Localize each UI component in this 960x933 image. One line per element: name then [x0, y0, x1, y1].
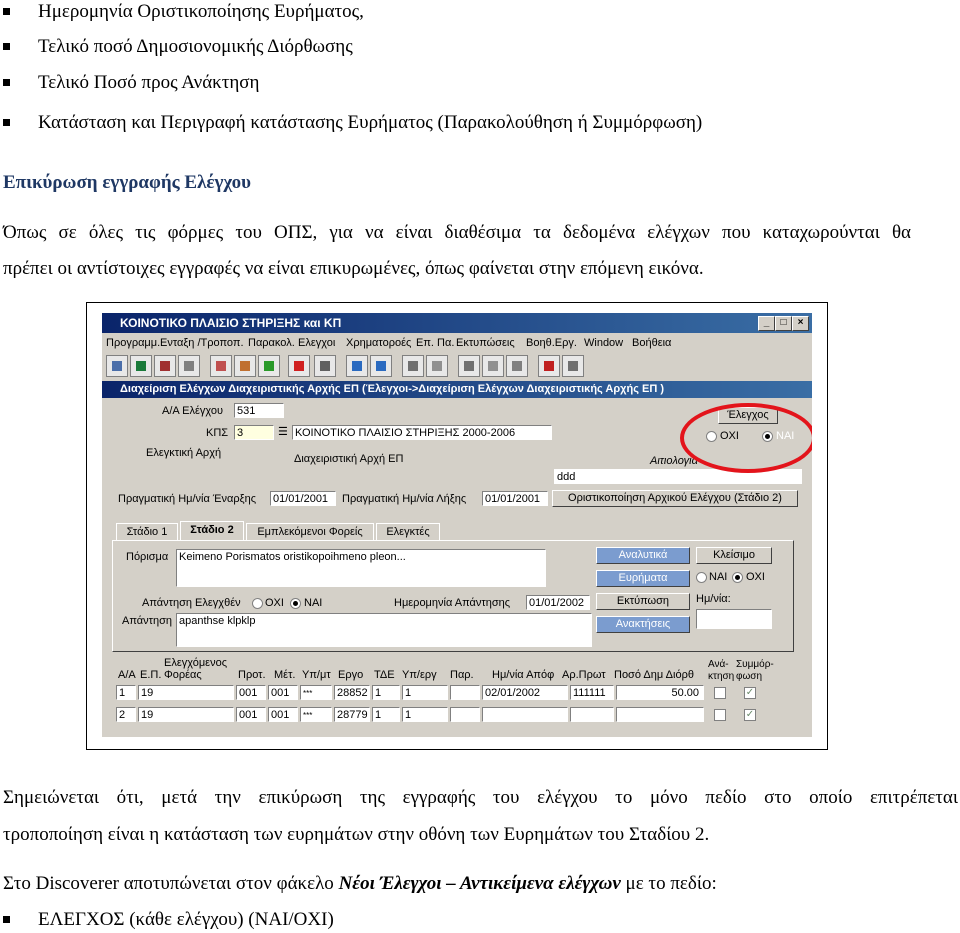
checkmark-icon[interactable]: [130, 355, 152, 377]
arrow-down-icon[interactable]: [370, 355, 392, 377]
column-header: Ημ/νία Απόφ: [492, 669, 555, 681]
reply-yes-label: ΝΑΙ: [304, 597, 323, 609]
exit-icon[interactable]: [562, 355, 584, 377]
bullet-square-icon: [3, 916, 10, 923]
print-icon[interactable]: [402, 355, 424, 377]
bullet-square-icon: [3, 79, 10, 86]
checks-label: Έλεγχος: [718, 407, 778, 424]
reply-date-label: Ημερομηνία Απάντησης: [394, 597, 511, 609]
close-button[interactable]: Κλείσιμο: [696, 547, 772, 564]
table-cell[interactable]: 50.00: [616, 685, 704, 700]
porisma-label: Πόρισμα: [126, 551, 169, 563]
highlight-ring: [680, 403, 812, 473]
column-header: Συμμόρ- φωση: [736, 659, 774, 682]
document-icon[interactable]: [506, 355, 528, 377]
table-cell[interactable]: 001: [268, 707, 298, 722]
menu-item[interactable]: Επ. Πα.: [416, 337, 455, 349]
reply-label: Απάντηση Ελεγχθέν: [142, 597, 241, 609]
date-label: Ημ/νία:: [696, 593, 731, 605]
maximize-icon[interactable]: □: [775, 316, 792, 331]
table-cell[interactable]: 02/01/2002: [482, 685, 568, 700]
delete-record-icon[interactable]: [154, 355, 176, 377]
mgmt-authority-label: Διαχειριστική Αρχή ΕΠ: [294, 453, 404, 465]
reply-text-label: Απάντηση: [122, 615, 172, 627]
table-cell[interactable]: ***: [300, 707, 332, 722]
form-title: Διαχείριση Ελέγχων Διαχειριστικής Αρχής ΕΠ (Έλεγχοι->Διαχείριση Ελέγχων Διαχειριστικής Αρχής ΕΠ ): [120, 383, 664, 395]
menu-item[interactable]: Βοήθεια: [632, 337, 672, 349]
porisma-field[interactable]: Keimeno Porismatos oristikopoihmeno pleon...: [176, 549, 546, 587]
menu-item[interactable]: Ελεγχοι: [298, 337, 336, 349]
start-date-field[interactable]: 01/01/2001: [270, 491, 336, 506]
paragraph-line: [3, 873, 717, 895]
minimize-icon[interactable]: _: [758, 316, 775, 331]
add-record-icon[interactable]: [258, 355, 280, 377]
menu-item[interactable]: Βοηθ.Εργ.: [526, 337, 577, 349]
bullet-square-icon: [3, 8, 10, 15]
reply-text-field[interactable]: apanthse klpklp: [176, 613, 592, 647]
remove-record-icon[interactable]: [288, 355, 310, 377]
authority-label: Ελεγκτική Αρχή: [146, 447, 222, 459]
aa-field[interactable]: 531: [234, 403, 284, 418]
edit-icon[interactable]: [210, 355, 232, 377]
menu-item[interactable]: Προγραμμ.: [106, 337, 161, 349]
table-cell[interactable]: [450, 707, 480, 722]
tab-stage-2[interactable]: Στάδιο 2: [180, 521, 244, 540]
column-header: Παρ.: [450, 669, 474, 681]
table-cell[interactable]: 1: [402, 707, 448, 722]
bullet-square-icon: [3, 43, 10, 50]
checks-yes-label: ΝΑΙ: [776, 430, 795, 442]
tab-bodies[interactable]: Εμπλεκόμενοι Φορείς: [246, 523, 374, 540]
close-date-field[interactable]: [696, 609, 772, 629]
kps-label: ΚΠΣ: [206, 427, 229, 439]
compliance-checkbox[interactable]: ✓: [745, 687, 755, 698]
help-icon[interactable]: [538, 355, 560, 377]
note-icon[interactable]: [482, 355, 504, 377]
table-cell[interactable]: [616, 707, 704, 722]
kps-field[interactable]: 3: [234, 425, 274, 440]
analytics-button[interactable]: Αναλυτικά: [596, 547, 690, 564]
recoveries-button[interactable]: Ανακτήσεις: [596, 616, 690, 633]
list-icon[interactable]: [458, 355, 480, 377]
paragraph-text: Στο Discoverer αποτυπώνεται στον φάκελο: [3, 873, 339, 894]
finalize-button[interactable]: Οριστικοποίηση Αρχικού Ελέγχου (Στάδιο 2): [552, 490, 798, 507]
aa-label: Α/Α Ελέγχου: [162, 405, 224, 417]
table-cell[interactable]: 19: [138, 707, 234, 722]
paragraph-line: Όπως σε όλες τις φόρμες του ΟΠΣ, για να είναι διαθέσιμα τα δεδομένα ελέγχων που καταχωρούνται θα: [3, 222, 911, 243]
save-icon[interactable]: [106, 355, 128, 377]
kps-name-field[interactable]: ΚΟΙΝΟΤΙΚΟ ΠΛΑΙΣΙΟ ΣΤΗΡΙΞΗΣ 2000-2006: [292, 425, 552, 440]
paragraph-text: με το πεδίο:: [620, 873, 717, 894]
column-header: Φορέας: [164, 669, 202, 681]
table-cell[interactable]: [450, 685, 480, 700]
section-title: Επικύρωση εγγραφής Ελέγχου: [3, 172, 251, 193]
column-header: ΤΔΕ: [374, 669, 395, 681]
menu-item[interactable]: Παρακολ.: [248, 337, 295, 349]
table-cell[interactable]: 1: [372, 685, 400, 700]
screenshot-frame: [86, 302, 828, 750]
recovery-checkbox[interactable]: [714, 709, 726, 721]
end-date-label: Πραγματική Ημ/νία Λήξης: [342, 493, 467, 505]
reply-date-field[interactable]: 01/01/2002: [526, 595, 590, 610]
table-cell[interactable]: [570, 707, 614, 722]
paragraph-line: Σημειώνεται ότι, μετά την επικύρωση της εγγραφής του ελέγχου το μόνο πεδίο στο οποίο επιτρέπεται: [3, 787, 958, 808]
reply-no-label: ΟΧΙ: [265, 597, 284, 609]
table-cell[interactable]: 1: [402, 685, 448, 700]
toolbar: [102, 353, 812, 379]
window-titlebar: [102, 313, 812, 333]
checks-no-label: ΟΧΙ: [720, 430, 739, 442]
tab-auditors[interactable]: Ελεγκτές: [376, 523, 440, 540]
column-header: Ε.Π.: [140, 669, 162, 681]
arrow-up-icon[interactable]: [346, 355, 368, 377]
table-cell[interactable]: 28852: [334, 685, 370, 700]
reply-no-radio[interactable]: [252, 598, 263, 609]
table-cell[interactable]: 2: [116, 707, 136, 722]
close-yes-radio[interactable]: [696, 572, 707, 583]
column-header: Αρ.Πρωτ: [562, 669, 606, 681]
app-window: [102, 313, 812, 737]
pen-icon[interactable]: [234, 355, 256, 377]
table-cell[interactable]: 001: [236, 707, 266, 722]
menu-item[interactable]: Χρηματοροές: [346, 337, 412, 349]
table-cell[interactable]: 19: [138, 685, 234, 700]
column-header: Α/Α: [118, 669, 136, 681]
end-date-field[interactable]: 01/01/2001: [482, 491, 548, 506]
bullet-square-icon: [3, 119, 10, 126]
paragraph-line: πρέπει οι αντίστοιχες εγγραφές να είναι επικυρωμένες, όπως φαίνεται στην επόμενη εικόνα.: [3, 258, 704, 279]
table-cell[interactable]: 001: [268, 685, 298, 700]
close-icon[interactable]: ×: [792, 316, 809, 331]
menu-item[interactable]: Ενταξη /Τροποπ.: [160, 337, 244, 349]
reason-label: Αιτιολογία: [650, 455, 698, 467]
column-header: Υπ/μτ: [302, 669, 331, 681]
window-title: ΚΟΙΝΟΤΙΚΟ ΠΛΑΙΣΙΟ ΣΤΗΡΙΞΗΣ και ΚΠ: [120, 316, 342, 330]
start-date-label: Πραγματική Ημ/νία Έναρξης: [118, 493, 257, 505]
column-header: Μέτ.: [274, 669, 296, 681]
print-button[interactable]: Εκτύπωση: [596, 593, 690, 610]
form-titlebar: [102, 381, 812, 398]
table-cell[interactable]: 1: [372, 707, 400, 722]
column-header: Ποσό Δημ Διόρθ: [614, 669, 694, 681]
tab-stage-1[interactable]: Στάδιο 1: [116, 523, 178, 540]
table-cell[interactable]: 1: [116, 685, 136, 700]
table-cell[interactable]: [482, 707, 568, 722]
findings-button[interactable]: Ευρήματα: [596, 570, 690, 587]
table-icon[interactable]: [314, 355, 336, 377]
table-cell[interactable]: ***: [300, 685, 332, 700]
report-icon[interactable]: [426, 355, 448, 377]
copy-icon[interactable]: [178, 355, 200, 377]
table-cell[interactable]: 001: [236, 685, 266, 700]
recovery-checkbox[interactable]: [714, 687, 726, 699]
paragraph-line: τροποποίηση είναι η κατάσταση των ευρημάτων στην οθόνη των Ευρημάτων του Σταδίου 2.: [3, 824, 710, 845]
folder-name-emphasis: Νέοι Έλεγχοι – Αντικείμενα ελέγχων: [338, 873, 621, 894]
column-header: Προτ.: [238, 669, 266, 681]
reply-yes-radio[interactable]: [290, 598, 301, 609]
menu-item[interactable]: Εκτυπώσεις: [456, 337, 515, 349]
column-header: Υπ/εργ: [402, 669, 437, 681]
compliance-checkbox[interactable]: ✓: [745, 709, 755, 720]
column-header: Εργο: [338, 669, 364, 681]
close-no-radio[interactable]: [732, 572, 743, 583]
table-cell[interactable]: 111111: [570, 685, 614, 700]
table-cell[interactable]: 28779: [334, 707, 370, 722]
close-yes-label: ΝΑΙ: [709, 571, 728, 583]
menu-item[interactable]: Window: [584, 337, 624, 349]
menu-bar: [102, 335, 812, 351]
list-icon[interactable]: ☰: [278, 426, 288, 438]
column-header: Ανά- κτηση: [708, 659, 735, 682]
close-no-label: ΟΧΙ: [746, 571, 765, 583]
checked-label: Ελεγχόμενος: [164, 657, 227, 669]
reason-field[interactable]: ddd: [554, 469, 802, 484]
